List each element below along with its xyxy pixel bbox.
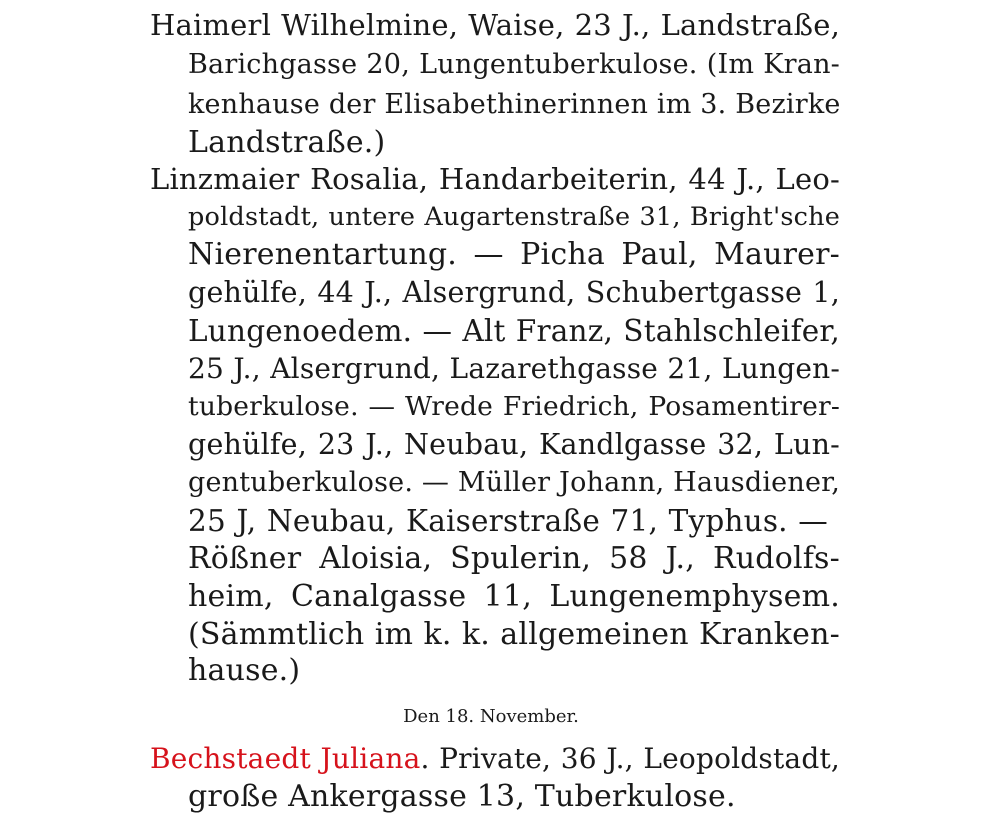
entry-linzmaier-line-5: Lungenoedem. — Alt Franz, Stahlschleifer, [188,314,840,348]
highlighted-name: Bechstaedt Juliana [150,742,421,775]
entry-bechstaedt-line-2: große Ankergasse 13, Tuberkulose. [188,779,736,814]
entry-bechstaedt-line-1 [150,740,840,778]
entry-linzmaier-line-4: gehülfe, 44 J., Alsergrund, Schubertgasse 1, [188,276,840,309]
entry-linzmaier-line-9: gentuberkulose. — Müller Johann, Hausdiener, [188,467,841,498]
entry-linzmaier-line-8: gehülfe, 23 J., Neubau, Kandlgasse 32, Lun- [188,428,840,461]
entry-haimerl-line-1: Haimerl Wilhelmine, Waise, 23 J., Landstraße, [150,8,840,42]
entry-linzmaier-line-2: poldstadt, untere Augartenstraße 31, Bright'sche [188,202,840,232]
entry-haimerl-line-2: Barichgasse 20, Lungentuberkulose. (Im Kran- [188,49,840,80]
entry-haimerl-line-4: Landstraße.) [188,125,386,160]
date-heading: Den 18. November. [403,706,579,727]
entry-linzmaier-line-14: hause.) [188,653,301,688]
entry-linzmaier-line-1: Linzmaier Rosalia, Handarbeiterin, 44 J., Leo- [150,162,840,196]
entry-linzmaier-line-6: 25 J., Alsergrund, Lazarethgasse 21, Lungen- [188,352,840,385]
entry-bechstaedt-line-1-rest: . Private, 36 J., Leopoldstadt, [420,742,841,775]
entry-linzmaier-line-11: Rößner Aloisia, Spulerin, 58 J., Rudolfs- [188,541,840,576]
entry-linzmaier-line-10: 25 J, Neubau, Kaiserstraße 71, Typhus. — [188,504,828,538]
entry-haimerl-line-3: kenhause der Elisabethinerinnen im 3. Bezirke [188,89,841,120]
entry-linzmaier-line-12: heim, Canalgasse 11, Lungenemphysem. [188,579,840,614]
entry-linzmaier-line-7: tuberkulose. — Wrede Friedrich, Posamentirer- [188,391,840,422]
entry-linzmaier-line-3: Nierenentartung. — Picha Paul, Maurer- [188,237,840,272]
entry-linzmaier-line-13: (Sämmtlich im k. k. allgemeinen Kranken- [188,617,840,652]
